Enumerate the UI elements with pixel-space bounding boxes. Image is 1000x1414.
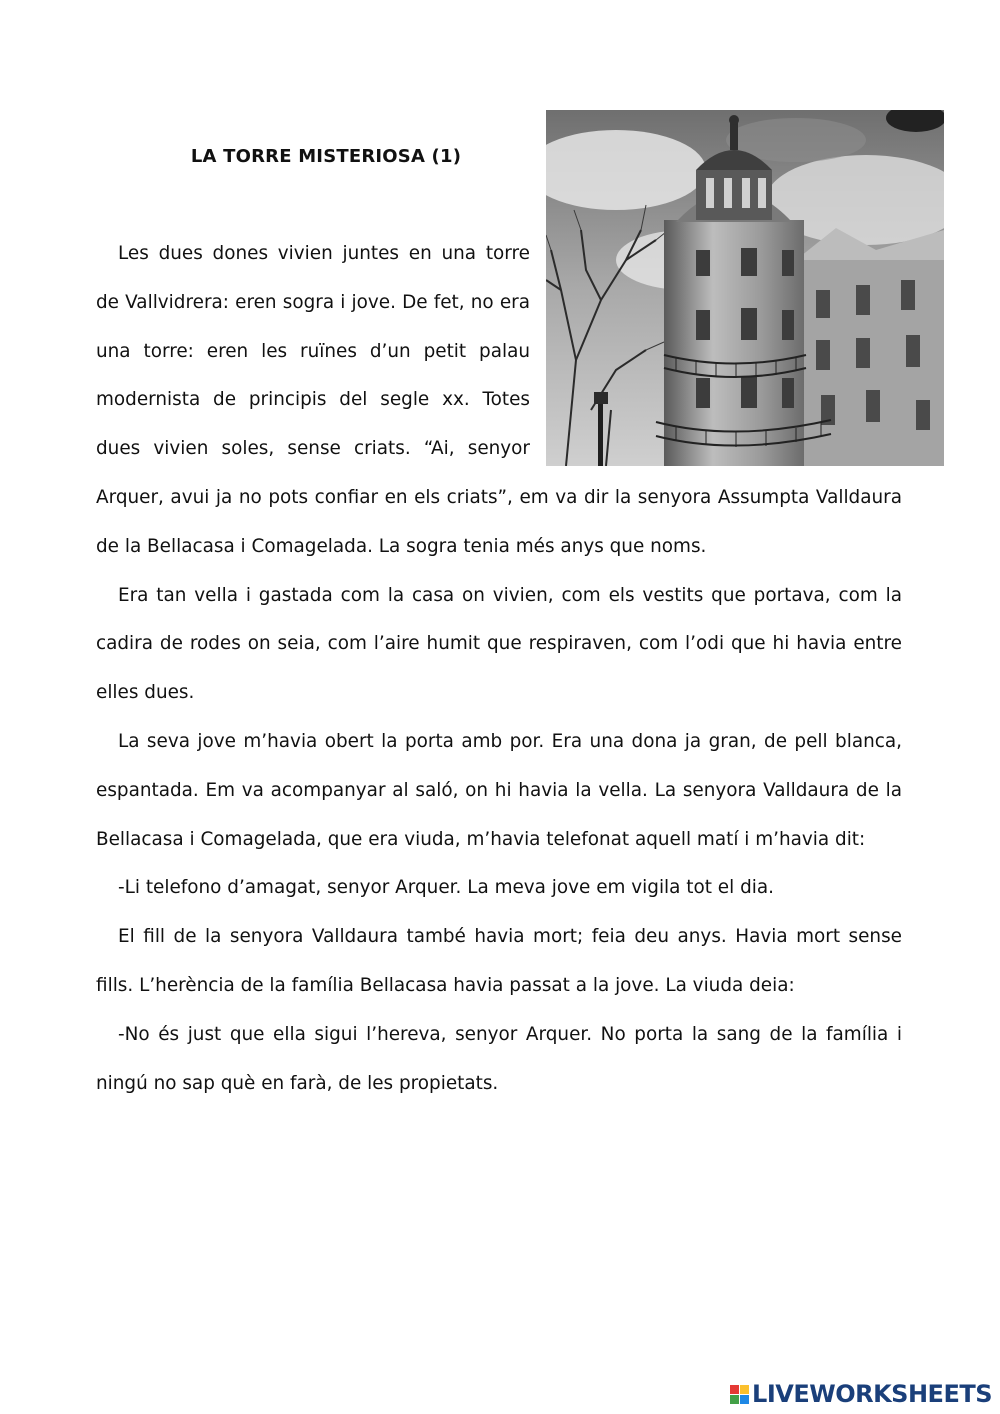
paragraph: Era tan vella i gastada com la casa on vivien, com els vestits que portava, com la cadira de rodes on seia, com l’aire humit que respiraven, com l’odi que hi havia entre elles dues.	[96, 584, 902, 704]
logo-block	[740, 1385, 749, 1394]
liveworksheets-logo[interactable]	[730, 1380, 992, 1408]
paragraph: El fill de la senyora Valldaura també havia mort; feia deu anys. Havia mort sense fills. L’herència de la família Bellacasa havia passat a la jove. La viuda deia:	[96, 926, 902, 996]
page-title: LA TORRE MISTERIOSA (1)	[190, 146, 462, 167]
logo-block	[730, 1385, 739, 1394]
paragraph: -Li telefono d’amagat, senyor Arquer. La meva jove em vigila tot el dia.	[118, 877, 774, 899]
paragraph: La seva jove m’havia obert la porta amb por. Era una dona ja gran, de pell blanca, espantada. Em va acompanyar al saló, on hi havia la vella. La senyora Valldaura de la Bellacasa i Comagelada, que era viuda, m’havia telefonat aquell matí i m’havia dit:	[96, 730, 902, 850]
logo-blocks-icon	[730, 1385, 749, 1404]
paragraph: -No és just que ella sigui l’hereva, senyor Arquer. No porta la sang de la família i ningú no sap què en farà, de les propietats.	[96, 1023, 902, 1094]
logo-text: LIVEWORKSHEETS	[752, 1380, 992, 1408]
story-text	[96, 230, 902, 1108]
logo-block	[740, 1395, 749, 1404]
paragraph: Les dues dones vivien juntes en una torre de Vallvidrera: eren sogra i jove. De fet, no era una torre: eren les ruïnes d’un petit palau modernista de principis del segle xx. Totes dues vivien soles, sense criats. “Ai, senyor Arquer, avui ja no pots confiar en els criats”, em va dir la senyora Assumpta Valldaura de la Bellacasa i Comagelada. La sogra tenia més anys que noms.	[96, 243, 902, 557]
logo-block	[730, 1395, 739, 1404]
image-wrap-spacer	[530, 230, 902, 472]
